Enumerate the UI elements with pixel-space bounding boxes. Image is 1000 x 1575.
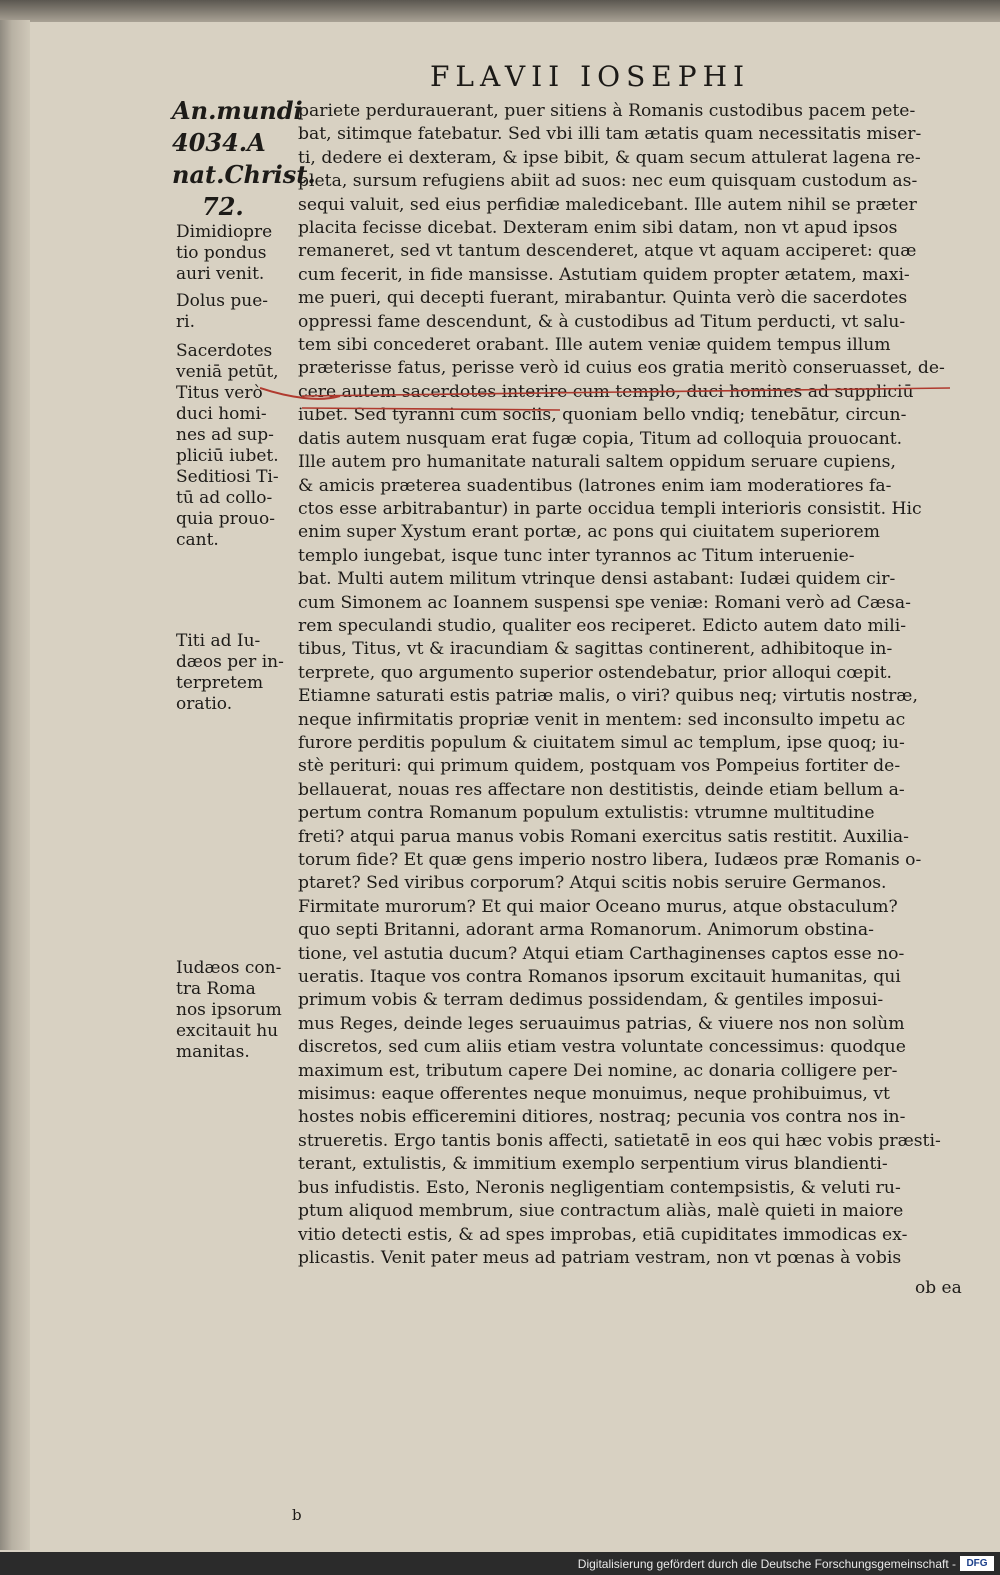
text-line: præterisse fatus, perisse verò id cuius eos gratia meritò conseruasset, de-: [298, 358, 945, 379]
text-line: ptaret? Sed viribus corporum? Atqui scitis nobis seruire Germanos.: [298, 873, 887, 894]
marginal-note-line: auri venit.: [176, 264, 265, 284]
marginal-date-line: An.mundi: [172, 96, 303, 125]
main-text-column: [298, 100, 970, 1270]
marginal-note-boy-trick: [176, 291, 298, 333]
text-line: cere autem sacerdotes interire cum templo, duci homines ad suppliciū: [298, 381, 914, 402]
dfg-logo-icon: DFG: [960, 1556, 994, 1571]
text-line: tione, vel astutia ducum? Atqui etiam Carthaginenses captos esse no-: [298, 943, 905, 964]
book-page-stack-edge: [0, 20, 30, 1550]
text-line: mus Reges, deinde leges seruauimus patrias, & viuere nos non solùm: [298, 1013, 905, 1034]
text-line: bat. Multi autem militum vtrinque densi astabant: Iudæi quidem cir-: [298, 569, 896, 590]
marginal-date-line: 4034.A: [172, 128, 266, 157]
text-line: freti? atqui parua manus vobis Romani exercitus satis restitit. Auxilia-: [298, 826, 909, 847]
marginal-note-line: tio pondus: [176, 243, 267, 263]
marginal-note-line: Titus verò: [176, 383, 263, 403]
marginal-note-titus-oration: [176, 631, 298, 715]
marginal-note-line: Seditiosi Ti-: [176, 467, 279, 487]
text-line: misimus: eaque offerentes neque monuimus, neque prohibuimus, vt: [298, 1084, 890, 1105]
marginal-note-line: dæos per in-: [176, 652, 284, 672]
text-line: ctos esse arbitrabantur) in parte occidua templi interioris consistit. Hic: [298, 498, 922, 519]
marginal-note-line: Sacerdotes: [176, 341, 273, 361]
text-line: strueretis. Ergo tantis bonis affecti, satietatē in eos qui hæc vobis præsti-: [298, 1130, 941, 1151]
text-line: cum fecerit, in fide mansisse. Astutiam quidem propter ætatem, maxi-: [298, 264, 910, 285]
text-line: bat, sitimque fatebatur. Sed vbi illi tam ætatis quam necessitatis miser-: [298, 124, 922, 145]
text-line: ueratis. Itaque vos contra Romanos ipsorum excitauit humanitas, qui: [298, 967, 901, 988]
text-line: stè perituri: qui primum quidem, postquam vos Pompeius fortiter de-: [298, 756, 901, 777]
marginal-note-line: pliciū iubet.: [176, 446, 279, 466]
footer-credit: Digitalisierung gefördert durch die Deutsche Forschungsgemeinschaft -: [577, 1557, 956, 1571]
text-line: oppressi fame descendunt, & à custodibus ad Titum perducti, vt salu-: [298, 311, 906, 332]
text-line: ptum aliquod membrum, siue contractum aliàs, malè quieti in maiore: [298, 1201, 904, 1222]
text-line: hostes nobis efficeremini ditiores, nostraq; pecunia vos contra nos in-: [298, 1107, 906, 1128]
text-line: Etiamne saturati estis patriæ malis, o viri? quibus neq; virtutis nostræ,: [298, 686, 918, 707]
text-line: pertum contra Romanum populum extulistis: vtrumne multitudine: [298, 803, 875, 824]
text-line: furore perditis populum & ciuitatem simul ac templum, ipse quoq; iu-: [298, 732, 905, 753]
text-line: & amicis præterea suadentibus (latrones enim iam moderatiores fa-: [298, 475, 892, 496]
text-line: plicastis. Venit pater meus ad patriam vestram, non vt pœnas à vobis: [298, 1247, 902, 1268]
text-line: cum Simonem ac Ioannem suspensi spe veniæ: Romani verò ad Cæsa-: [298, 592, 911, 613]
text-line: rem speculandi studio, qualiter eos reciperet. Edicto autem dato mili-: [298, 615, 907, 636]
marginal-note-humanity: [176, 958, 298, 1063]
marginal-note-line: tra Roma: [176, 979, 256, 999]
marginal-note-line: excitauit hu: [176, 1021, 279, 1041]
marginal-note-line: oratio.: [176, 694, 233, 714]
marginal-note-line: Iudæos con-: [176, 958, 282, 978]
marginal-date-line: nat.Christ.: [172, 160, 316, 189]
text-line: bellauerat, nouas res affectare non destitistis, deinde etiam bellum a-: [298, 779, 905, 800]
marginal-note-seditious: [176, 467, 298, 551]
marginal-note-line: ri.: [176, 312, 195, 332]
text-line: pariete perdurauerant, puer sitiens à Romanis custodibus pacem pete-: [298, 101, 916, 121]
text-line: Ille autem pro humanitate naturali saltem oppidum seruare cupiens,: [298, 452, 896, 473]
marginal-note-line: terpretem: [176, 673, 264, 693]
text-line: me pueri, qui decepti fuerant, mirabantur. Quinta verò die sacerdotes: [298, 288, 908, 309]
text-line: tibus, Titus, vt & iracundiam & sagittas continerent, adhibitoque in-: [298, 639, 893, 660]
marginal-note-gold-price: [176, 222, 298, 285]
marginal-note-line: duci homi-: [176, 404, 267, 424]
text-line: primum vobis & terram dedimus possidendam, & gentiles imposui-: [298, 990, 884, 1011]
text-line: maximum est, tributum capere Dei nomine, ac donaria colligere per-: [298, 1060, 898, 1081]
handwritten-underline-mark: [260, 358, 970, 418]
marginal-note-line: Titi ad Iu-: [176, 631, 261, 651]
marginal-note-line: quia prouo-: [176, 509, 275, 529]
text-line: placita fecisse dicebat. Dexteram enim sibi datam, non vt apud ipsos: [298, 218, 898, 239]
text-line: quo septi Britanni, adorant arma Romanorum. Animorum obstina-: [298, 920, 874, 941]
text-line: remaneret, sed vt tantum descenderet, atque vt aquam acciperet: quæ: [298, 241, 917, 262]
text-line: iubet. Sed tyranni cum sociis, quoniam bello vndiq; tenebātur, circun-: [298, 405, 907, 426]
text-line: discretos, sed cum aliis etiam vestra voluntate concessimus: quodque: [298, 1037, 906, 1058]
marginal-date: [172, 95, 316, 223]
text-line: enim super Xystum erant portæ, ac pons qui ciuitatem superiorem: [298, 522, 880, 543]
text-line: vitio detecti estis, & ad spes improbas, etiā cupiditates immodicas ex-: [298, 1224, 908, 1245]
text-line: datis autem nusquam erat fugæ copia, Titum ad colloquia prouocant.: [298, 428, 903, 449]
catchword: ob ea: [915, 1278, 962, 1298]
marginal-note-line: cant.: [176, 530, 219, 550]
marginal-note-line: manitas.: [176, 1042, 250, 1062]
text-line: ti, dedere ei dexteram, & ipse bibit, & quam secum attulerat lagena re-: [298, 147, 921, 168]
marginal-note-line: nos ipsorum: [176, 1000, 282, 1020]
text-line: terant, extulistis, & immitium exemplo serpentium virus blandienti-: [298, 1154, 888, 1175]
text-line: pleta, sursum refugiens abiit ad suos: nec eum quisquam custodum as-: [298, 171, 918, 192]
text-line: bus infudistis. Esto, Neronis negligentiam contempsistis, & veluti ru-: [298, 1177, 901, 1198]
text-line: Firmitate murorum? Et qui maior Oceano murus, atque obstaculum?: [298, 896, 898, 917]
marginal-note-line: Dimidiopre: [176, 222, 273, 242]
marginal-note-line: tū ad collo-: [176, 488, 273, 508]
text-line: torum fide? Et quæ gens imperio nostro libera, Iudæos præ Romanis o-: [298, 850, 922, 870]
text-line: templo iungebat, isque tunc inter tyrannos ac Titum interuenie-: [298, 545, 855, 566]
signature-mark: b: [292, 1506, 302, 1524]
marginal-note-line: veniā petūt,: [176, 362, 279, 382]
text-line: sequi valuit, sed eius perfidiæ maledicebant. Ille autem nihil se præter: [298, 194, 917, 215]
text-line: terprete, quo argumento superior ostendebatur, prior alloqui cœpit.: [298, 662, 892, 683]
text-line: tem sibi concederet orabant. Ille autem veniæ quidem tempus illum: [298, 335, 891, 356]
digitization-footer: [0, 1552, 1000, 1575]
marginal-date-line: 72.: [202, 192, 244, 221]
text-line: neque infirmitatis propriæ venit in mentem: sed inconsulto impetu ac: [298, 709, 906, 730]
marginal-note-line: nes ad sup-: [176, 425, 274, 445]
marginal-note-line: Dolus pue-: [176, 291, 269, 311]
book-top-edge: [0, 0, 1000, 22]
running-head: FLAVII IOSEPHI: [430, 60, 751, 93]
